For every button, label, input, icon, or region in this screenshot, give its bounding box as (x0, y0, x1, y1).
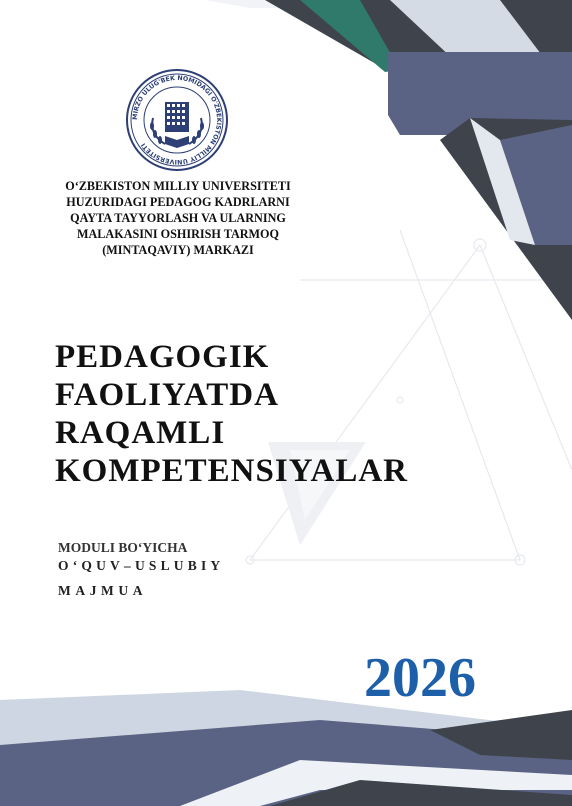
organization-line: HUZURIDAGI PEDAGOG KADRLARNI (66, 195, 290, 209)
seal-ring-text: MIRZO ULUG'BEK NOMIDAGI O'ZBEKISTON MILLIY UNIVERSITETI (131, 74, 223, 166)
subtitle-type: O‘QUV–USLUBIY (58, 558, 225, 573)
university-seal-icon (125, 68, 229, 172)
title-line: PEDAGOGIK (55, 339, 270, 375)
organization-line: QAYTA TAYYORLASH VA ULARNING (70, 211, 286, 225)
subtitle-collection: MAJMUA (58, 583, 148, 598)
document-title (55, 338, 408, 490)
organization-name (0, 178, 356, 258)
title-line: FAOLIYATDA (55, 377, 279, 413)
organization-line: O‘ZBEKISTON MILLIY UNIVERSITETI (65, 179, 291, 193)
title-line: KOMPETENSIYALAR (55, 453, 409, 489)
organization-line: (MINTAQAVIY) MARKAZI (102, 243, 254, 257)
subtitle-module: MODULI BO‘YICHA (58, 540, 188, 555)
publication-year: 2026 (364, 647, 476, 709)
title-line: RAQAMLI (55, 415, 226, 451)
organization-line: MALAKASINI OSHIRISH TARMOQ (76, 227, 280, 241)
